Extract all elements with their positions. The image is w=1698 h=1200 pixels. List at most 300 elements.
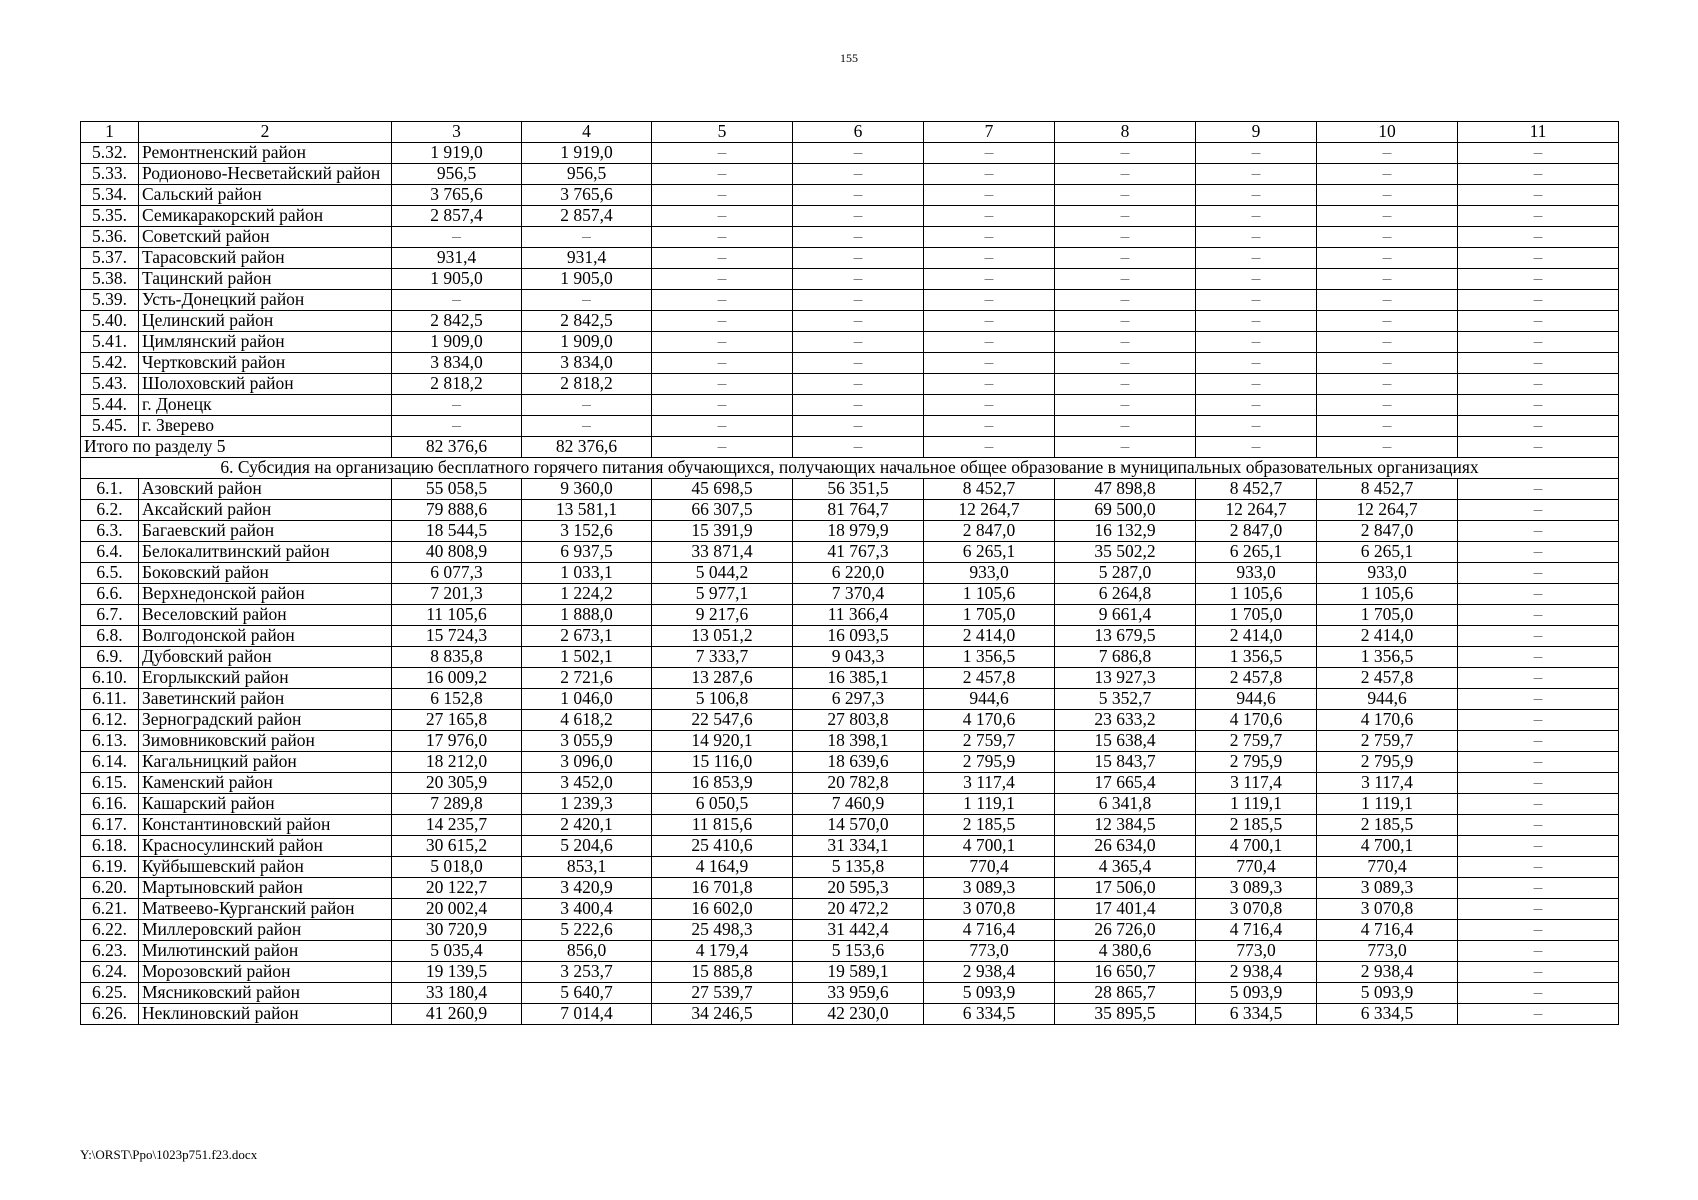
- value-cell: 1 119,1: [1317, 794, 1458, 815]
- table-row: [81, 689, 1619, 710]
- row-number: 5.35.: [81, 206, 139, 227]
- value-cell: 9 043,3: [793, 647, 924, 668]
- value-cell: 853,1: [522, 857, 652, 878]
- table-row: [81, 248, 1619, 269]
- value-cell: 3 070,8: [1196, 899, 1317, 920]
- value-cell: 6 297,3: [793, 689, 924, 710]
- value-cell: 18 212,0: [392, 752, 522, 773]
- empty-value-cell: –: [1196, 311, 1317, 332]
- value-cell: 2 818,2: [522, 374, 652, 395]
- empty-value-cell: –: [1458, 395, 1619, 416]
- value-cell: 6 334,5: [1196, 1004, 1317, 1025]
- value-cell: 1 705,0: [1196, 605, 1317, 626]
- table-row: [81, 479, 1619, 500]
- table-row: [81, 500, 1619, 521]
- value-cell: 16 093,5: [793, 626, 924, 647]
- column-number-cell: 11: [1458, 122, 1619, 143]
- value-cell: 19 139,5: [392, 962, 522, 983]
- value-cell: 20 002,4: [392, 899, 522, 920]
- value-cell: 15 843,7: [1055, 752, 1196, 773]
- empty-value-cell: –: [924, 311, 1055, 332]
- value-cell: 41 260,9: [392, 1004, 522, 1025]
- empty-value-cell: –: [1458, 983, 1619, 1004]
- value-cell: 933,0: [924, 563, 1055, 584]
- value-cell: 26 726,0: [1055, 920, 1196, 941]
- value-cell: 25 498,3: [652, 920, 793, 941]
- value-cell: 40 808,9: [392, 542, 522, 563]
- value-cell: 13 287,6: [652, 668, 793, 689]
- empty-value-cell: –: [652, 185, 793, 206]
- empty-value-cell: –: [1317, 374, 1458, 395]
- value-cell: 16 385,1: [793, 668, 924, 689]
- value-cell: 1 905,0: [522, 269, 652, 290]
- empty-value-cell: –: [1196, 290, 1317, 311]
- empty-value-cell: –: [793, 227, 924, 248]
- value-cell: 2 185,5: [1196, 815, 1317, 836]
- value-cell: 47 898,8: [1055, 479, 1196, 500]
- empty-value-cell: –: [1055, 395, 1196, 416]
- row-number: 6.10.: [81, 668, 139, 689]
- table-row: [81, 332, 1619, 353]
- table-row: [81, 752, 1619, 773]
- district-name: Красносулинский район: [139, 836, 392, 857]
- value-cell: 4 380,6: [1055, 941, 1196, 962]
- empty-value-cell: –: [1317, 143, 1458, 164]
- value-cell: 5 640,7: [522, 983, 652, 1004]
- value-cell: 7 370,4: [793, 584, 924, 605]
- district-name: Шолоховский район: [139, 374, 392, 395]
- value-cell: 14 570,0: [793, 815, 924, 836]
- value-cell: 3 070,8: [924, 899, 1055, 920]
- empty-value-cell: –: [1196, 416, 1317, 437]
- row-number: 5.39.: [81, 290, 139, 311]
- row-number: 6.18.: [81, 836, 139, 857]
- empty-value-cell: –: [793, 164, 924, 185]
- table-row: [81, 857, 1619, 878]
- district-name: Веселовский район: [139, 605, 392, 626]
- empty-value-cell: –: [1458, 899, 1619, 920]
- value-cell: 1 119,1: [1196, 794, 1317, 815]
- row-number: 6.20.: [81, 878, 139, 899]
- district-name: г. Донецк: [139, 395, 392, 416]
- empty-value-cell: –: [1458, 353, 1619, 374]
- empty-value-cell: –: [1458, 920, 1619, 941]
- empty-value-cell: –: [1196, 395, 1317, 416]
- district-name: Верхнедонской район: [139, 584, 392, 605]
- value-cell: 1 046,0: [522, 689, 652, 710]
- value-cell: 28 865,7: [1055, 983, 1196, 1004]
- value-cell: 55 058,5: [392, 479, 522, 500]
- value-cell: 5 153,6: [793, 941, 924, 962]
- value-cell: 13 679,5: [1055, 626, 1196, 647]
- value-cell: 5 018,0: [392, 857, 522, 878]
- value-cell: 7 014,4: [522, 1004, 652, 1025]
- empty-value-cell: –: [924, 374, 1055, 395]
- value-cell: 16 602,0: [652, 899, 793, 920]
- value-cell: 82 376,6: [522, 437, 652, 458]
- empty-value-cell: –: [1458, 668, 1619, 689]
- value-cell: 2 673,1: [522, 626, 652, 647]
- district-name: Зимовниковский район: [139, 731, 392, 752]
- value-cell: 5 044,2: [652, 563, 793, 584]
- value-cell: 3 253,7: [522, 962, 652, 983]
- table-row: [81, 794, 1619, 815]
- empty-value-cell: –: [1458, 206, 1619, 227]
- value-cell: 19 589,1: [793, 962, 924, 983]
- value-cell: 3 117,4: [1196, 773, 1317, 794]
- value-cell: 6 265,1: [1196, 542, 1317, 563]
- empty-value-cell: –: [793, 143, 924, 164]
- empty-value-cell: –: [793, 290, 924, 311]
- value-cell: 8 452,7: [924, 479, 1055, 500]
- value-cell: 13 927,3: [1055, 668, 1196, 689]
- district-name: Усть-Донецкий район: [139, 290, 392, 311]
- empty-value-cell: –: [1458, 941, 1619, 962]
- value-cell: 11 815,6: [652, 815, 793, 836]
- district-name: Мясниковский район: [139, 983, 392, 1004]
- value-cell: 12 264,7: [1196, 500, 1317, 521]
- column-number-cell: 2: [139, 122, 392, 143]
- value-cell: 4 700,1: [1196, 836, 1317, 857]
- table-row: [81, 584, 1619, 605]
- value-cell: 12 264,7: [1317, 500, 1458, 521]
- value-cell: 4 164,9: [652, 857, 793, 878]
- value-cell: 2 938,4: [1196, 962, 1317, 983]
- empty-value-cell: –: [1317, 227, 1458, 248]
- table-row: [81, 626, 1619, 647]
- empty-value-cell: –: [924, 437, 1055, 458]
- empty-value-cell: –: [652, 290, 793, 311]
- empty-value-cell: –: [392, 395, 522, 416]
- value-cell: 5 204,6: [522, 836, 652, 857]
- row-number: 6.4.: [81, 542, 139, 563]
- empty-value-cell: –: [1458, 185, 1619, 206]
- empty-value-cell: –: [1458, 689, 1619, 710]
- value-cell: 16 132,9: [1055, 521, 1196, 542]
- table-row: [81, 962, 1619, 983]
- value-cell: 81 764,7: [793, 500, 924, 521]
- empty-value-cell: –: [1317, 290, 1458, 311]
- value-cell: 931,4: [522, 248, 652, 269]
- empty-value-cell: –: [924, 290, 1055, 311]
- empty-value-cell: –: [652, 248, 793, 269]
- empty-value-cell: –: [924, 269, 1055, 290]
- table-row: [81, 983, 1619, 1004]
- value-cell: 1 356,5: [924, 647, 1055, 668]
- empty-value-cell: –: [793, 332, 924, 353]
- table-row: [81, 164, 1619, 185]
- value-cell: 6 334,5: [924, 1004, 1055, 1025]
- value-cell: 4 365,4: [1055, 857, 1196, 878]
- district-name: Константиновский район: [139, 815, 392, 836]
- value-cell: 18 398,1: [793, 731, 924, 752]
- value-cell: 1 905,0: [392, 269, 522, 290]
- row-number: 5.34.: [81, 185, 139, 206]
- value-cell: 3 834,0: [522, 353, 652, 374]
- empty-value-cell: –: [924, 248, 1055, 269]
- empty-value-cell: –: [1458, 605, 1619, 626]
- empty-value-cell: –: [793, 416, 924, 437]
- empty-value-cell: –: [1458, 542, 1619, 563]
- value-cell: 773,0: [1317, 941, 1458, 962]
- value-cell: 1 356,5: [1317, 647, 1458, 668]
- empty-value-cell: –: [1317, 332, 1458, 353]
- empty-value-cell: –: [1055, 185, 1196, 206]
- row-number: 5.41.: [81, 332, 139, 353]
- row-number: 6.8.: [81, 626, 139, 647]
- value-cell: 1 105,6: [1196, 584, 1317, 605]
- row-number: 6.26.: [81, 1004, 139, 1025]
- empty-value-cell: –: [924, 164, 1055, 185]
- value-cell: 933,0: [1196, 563, 1317, 584]
- district-name: Азовский район: [139, 479, 392, 500]
- empty-value-cell: –: [924, 227, 1055, 248]
- value-cell: 1 119,1: [924, 794, 1055, 815]
- empty-value-cell: –: [1458, 164, 1619, 185]
- row-number: 6.1.: [81, 479, 139, 500]
- value-cell: 3 765,6: [392, 185, 522, 206]
- table-row: [81, 290, 1619, 311]
- value-cell: 27 165,8: [392, 710, 522, 731]
- column-number-row: [81, 122, 1619, 143]
- empty-value-cell: –: [652, 395, 793, 416]
- empty-value-cell: –: [1317, 437, 1458, 458]
- value-cell: 15 116,0: [652, 752, 793, 773]
- empty-value-cell: –: [1458, 269, 1619, 290]
- value-cell: 26 634,0: [1055, 836, 1196, 857]
- empty-value-cell: –: [652, 332, 793, 353]
- value-cell: 79 888,6: [392, 500, 522, 521]
- column-number-cell: 9: [1196, 122, 1317, 143]
- value-cell: 17 401,4: [1055, 899, 1196, 920]
- value-cell: 9 217,6: [652, 605, 793, 626]
- district-name: Каменский район: [139, 773, 392, 794]
- value-cell: 4 716,4: [924, 920, 1055, 941]
- value-cell: 7 686,8: [1055, 647, 1196, 668]
- row-number: 5.45.: [81, 416, 139, 437]
- value-cell: 5 135,8: [793, 857, 924, 878]
- value-cell: 27 803,8: [793, 710, 924, 731]
- empty-value-cell: –: [1055, 374, 1196, 395]
- value-cell: 15 724,3: [392, 626, 522, 647]
- empty-value-cell: –: [1317, 206, 1458, 227]
- empty-value-cell: –: [1458, 626, 1619, 647]
- value-cell: 856,0: [522, 941, 652, 962]
- district-name: Заветинский район: [139, 689, 392, 710]
- empty-value-cell: –: [1458, 227, 1619, 248]
- table-row: [81, 773, 1619, 794]
- empty-value-cell: –: [1458, 752, 1619, 773]
- value-cell: 5 352,7: [1055, 689, 1196, 710]
- empty-value-cell: –: [522, 227, 652, 248]
- value-cell: 6 265,1: [924, 542, 1055, 563]
- district-name: Матвеево-Курганский район: [139, 899, 392, 920]
- value-cell: 16 853,9: [652, 773, 793, 794]
- empty-value-cell: –: [1055, 311, 1196, 332]
- empty-value-cell: –: [793, 311, 924, 332]
- district-name: Мартыновский район: [139, 878, 392, 899]
- value-cell: 17 506,0: [1055, 878, 1196, 899]
- row-number: 5.38.: [81, 269, 139, 290]
- empty-value-cell: –: [1055, 416, 1196, 437]
- value-cell: 3 420,9: [522, 878, 652, 899]
- empty-value-cell: –: [1458, 878, 1619, 899]
- value-cell: 1 888,0: [522, 605, 652, 626]
- value-cell: 3 117,4: [1317, 773, 1458, 794]
- value-cell: 41 767,3: [793, 542, 924, 563]
- value-cell: 1 239,3: [522, 794, 652, 815]
- table-row: [81, 1004, 1619, 1025]
- value-cell: 770,4: [1196, 857, 1317, 878]
- empty-value-cell: –: [1317, 416, 1458, 437]
- value-cell: 5 106,8: [652, 689, 793, 710]
- empty-value-cell: –: [1055, 290, 1196, 311]
- value-cell: 7 289,8: [392, 794, 522, 815]
- value-cell: 1 705,0: [1317, 605, 1458, 626]
- empty-value-cell: –: [392, 416, 522, 437]
- value-cell: 2 185,5: [1317, 815, 1458, 836]
- district-name: Волгодонской район: [139, 626, 392, 647]
- value-cell: 3 117,4: [924, 773, 1055, 794]
- empty-value-cell: –: [1458, 836, 1619, 857]
- value-cell: 2 857,4: [392, 206, 522, 227]
- value-cell: 4 170,6: [1196, 710, 1317, 731]
- value-cell: 22 547,6: [652, 710, 793, 731]
- row-number: 6.13.: [81, 731, 139, 752]
- empty-value-cell: –: [1458, 773, 1619, 794]
- empty-value-cell: –: [1458, 857, 1619, 878]
- empty-value-cell: –: [1317, 185, 1458, 206]
- column-number-cell: 10: [1317, 122, 1458, 143]
- value-cell: 1 705,0: [924, 605, 1055, 626]
- value-cell: 17 976,0: [392, 731, 522, 752]
- row-number: 5.36.: [81, 227, 139, 248]
- row-number: 6.3.: [81, 521, 139, 542]
- empty-value-cell: –: [793, 206, 924, 227]
- value-cell: 5 287,0: [1055, 563, 1196, 584]
- value-cell: 2 818,2: [392, 374, 522, 395]
- empty-value-cell: –: [1458, 437, 1619, 458]
- value-cell: 23 633,2: [1055, 710, 1196, 731]
- empty-value-cell: –: [652, 353, 793, 374]
- table-row: [81, 878, 1619, 899]
- value-cell: 20 122,7: [392, 878, 522, 899]
- value-cell: 20 595,3: [793, 878, 924, 899]
- row-number: 6.5.: [81, 563, 139, 584]
- value-cell: 9 360,0: [522, 479, 652, 500]
- empty-value-cell: –: [1458, 710, 1619, 731]
- table-row: [81, 143, 1619, 164]
- empty-value-cell: –: [1196, 185, 1317, 206]
- empty-value-cell: –: [1317, 311, 1458, 332]
- value-cell: 956,5: [392, 164, 522, 185]
- row-number: 5.32.: [81, 143, 139, 164]
- row-number: 5.40.: [81, 311, 139, 332]
- value-cell: 56 351,5: [793, 479, 924, 500]
- value-cell: 6 334,5: [1317, 1004, 1458, 1025]
- value-cell: 2 847,0: [1196, 521, 1317, 542]
- value-cell: 5 977,1: [652, 584, 793, 605]
- empty-value-cell: –: [1458, 248, 1619, 269]
- value-cell: 82 376,6: [392, 437, 522, 458]
- column-number-cell: 3: [392, 122, 522, 143]
- empty-value-cell: –: [1317, 353, 1458, 374]
- value-cell: 6 264,8: [1055, 584, 1196, 605]
- empty-value-cell: –: [924, 353, 1055, 374]
- value-cell: 14 235,7: [392, 815, 522, 836]
- total-label: Итого по разделу 5: [81, 437, 392, 458]
- value-cell: 3 400,4: [522, 899, 652, 920]
- value-cell: 45 698,5: [652, 479, 793, 500]
- row-number: 6.23.: [81, 941, 139, 962]
- district-name: Боковский район: [139, 563, 392, 584]
- table-row: [81, 836, 1619, 857]
- value-cell: 5 093,9: [1196, 983, 1317, 1004]
- page-number: 155: [840, 51, 858, 65]
- value-cell: 35 895,5: [1055, 1004, 1196, 1025]
- value-cell: 15 391,9: [652, 521, 793, 542]
- value-cell: 6 937,5: [522, 542, 652, 563]
- value-cell: 4 716,4: [1317, 920, 1458, 941]
- table-row: [81, 710, 1619, 731]
- value-cell: 1 919,0: [522, 143, 652, 164]
- empty-value-cell: –: [1458, 332, 1619, 353]
- row-number: 6.9.: [81, 647, 139, 668]
- value-cell: 2 842,5: [392, 311, 522, 332]
- empty-value-cell: –: [1458, 290, 1619, 311]
- district-name: Тацинский район: [139, 269, 392, 290]
- value-cell: 27 539,7: [652, 983, 793, 1004]
- value-cell: 3 765,6: [522, 185, 652, 206]
- value-cell: 33 959,6: [793, 983, 924, 1004]
- value-cell: 15 885,8: [652, 962, 793, 983]
- empty-value-cell: –: [1196, 143, 1317, 164]
- value-cell: 3 055,9: [522, 731, 652, 752]
- row-number: 6.2.: [81, 500, 139, 521]
- district-name: Тарасовский район: [139, 248, 392, 269]
- value-cell: 5 093,9: [1317, 983, 1458, 1004]
- value-cell: 2 938,4: [1317, 962, 1458, 983]
- value-cell: 30 615,2: [392, 836, 522, 857]
- value-cell: 2 457,8: [924, 668, 1055, 689]
- value-cell: 2 795,9: [1196, 752, 1317, 773]
- empty-value-cell: –: [1458, 521, 1619, 542]
- empty-value-cell: –: [1055, 332, 1196, 353]
- value-cell: 13 051,2: [652, 626, 793, 647]
- empty-value-cell: –: [1317, 269, 1458, 290]
- value-cell: 2 795,9: [1317, 752, 1458, 773]
- empty-value-cell: –: [652, 437, 793, 458]
- value-cell: 1 909,0: [392, 332, 522, 353]
- row-number: 6.11.: [81, 689, 139, 710]
- value-cell: 4 700,1: [1317, 836, 1458, 857]
- empty-value-cell: –: [1196, 269, 1317, 290]
- row-number: 6.21.: [81, 899, 139, 920]
- value-cell: 3 089,3: [924, 878, 1055, 899]
- empty-value-cell: –: [1196, 332, 1317, 353]
- empty-value-cell: –: [793, 374, 924, 395]
- value-cell: 1 919,0: [392, 143, 522, 164]
- district-name: Чертковский район: [139, 353, 392, 374]
- table-row: [81, 269, 1619, 290]
- empty-value-cell: –: [1055, 143, 1196, 164]
- value-cell: 2 847,0: [924, 521, 1055, 542]
- value-cell: 4 170,6: [1317, 710, 1458, 731]
- value-cell: 5 222,6: [522, 920, 652, 941]
- value-cell: 7 460,9: [793, 794, 924, 815]
- row-number: 6.24.: [81, 962, 139, 983]
- district-name: Целинский район: [139, 311, 392, 332]
